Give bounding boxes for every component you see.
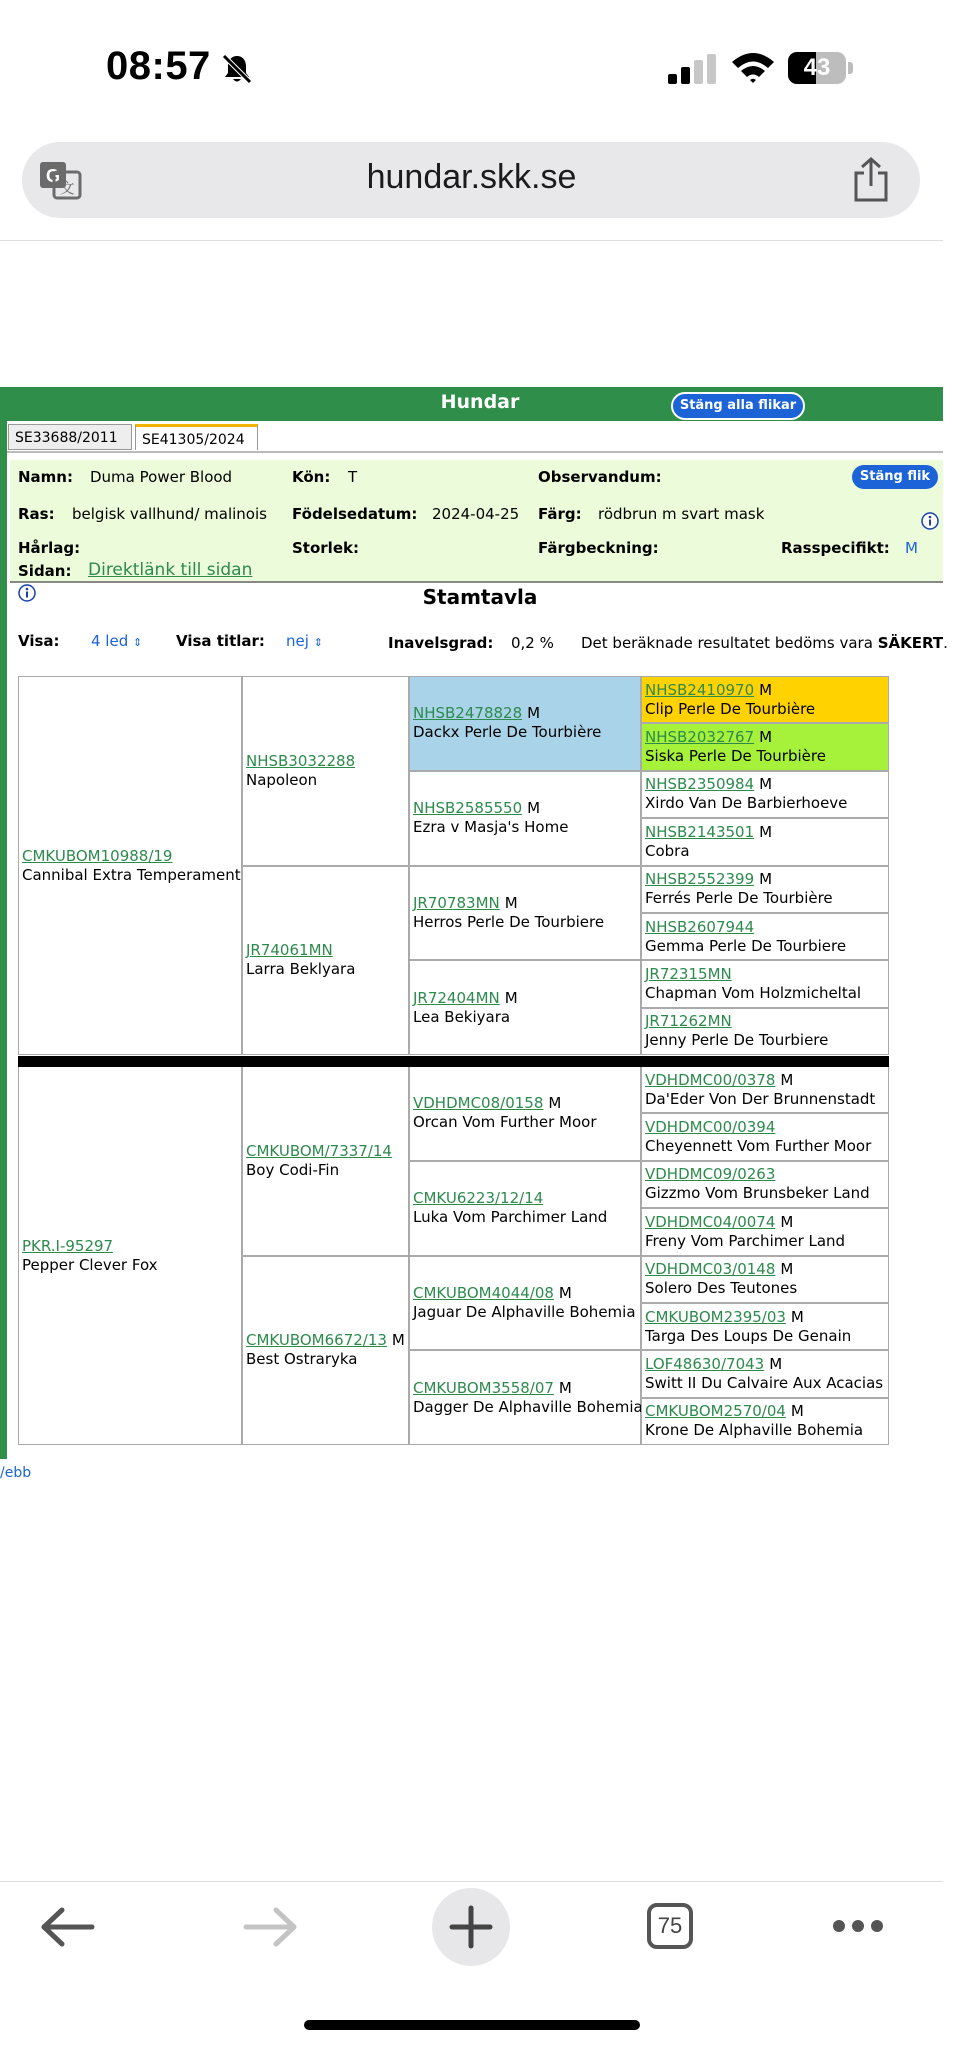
show-select[interactable] [91,632,142,650]
pedigree-dog-name: Dagger De Alphaville Bohemia [413,1397,643,1416]
pedigree-cell-gen3 [409,960,641,1055]
pedigree-dog-name: Cheyennett Vom Further Moor [645,1137,872,1156]
url-text[interactable]: hundar.skk.se [366,158,577,196]
size-label: Storlek: [292,539,359,557]
pedigree-reg-link[interactable]: NHSB2143501 [645,822,755,841]
pedigree-reg-link[interactable]: JR72404MN [413,988,500,1007]
pedigree-reg-link[interactable]: NHSB2350984 [645,775,755,794]
wifi-icon [730,50,776,86]
pedigree-mark: M [759,822,773,841]
show-label: Visa: [18,632,60,650]
page-label: Sidan: [18,562,72,580]
pedigree-reg-link[interactable]: CMKUBOM6672/13 [246,1331,387,1350]
pedigree-cell-gen3 [409,1256,641,1351]
pedigree-mark: M [759,870,773,889]
pedigree-cell-gen2 [242,1256,409,1446]
pedigree-cell-gen4 [641,818,889,865]
tab-underline [7,451,943,453]
pedigree-dog-name: Cobra [645,841,690,860]
info-icon[interactable] [921,512,939,530]
select-arrows-icon: ⇕ [133,636,143,649]
pedigree-mark: M [558,1378,572,1397]
webb-link[interactable]: /ebb [0,1465,32,1481]
sex-label: Kön: [292,468,331,486]
inbreeding-note-strong: SÄKERT [877,634,944,652]
pedigree-reg-link[interactable]: JR71262MN [645,1012,732,1031]
pedigree-reg-link[interactable]: LOF48630/7043 [645,1354,765,1373]
pedigree-reg-link[interactable]: CMKUBOM/7337/14 [246,1141,392,1160]
close-all-tabs-button[interactable]: Stäng alla flikar [671,392,805,420]
pedigree-reg-link[interactable]: VDHDMC00/0394 [645,1118,776,1137]
name-label: Namn: [18,468,73,486]
color-label: Färg: [538,505,582,523]
pedigree-cell-gen3 [409,866,641,961]
pedigree-title: Stamtavla [422,585,538,609]
pedigree-mark: M [558,1283,572,1302]
tab-dog-2[interactable]: SE41305/2024 [135,424,258,450]
tab-dog-1[interactable]: SE33688/2011 [8,424,132,450]
pedigree-cell-gen3 [409,771,641,866]
breed-label: Ras: [18,505,55,523]
battery-icon [788,52,854,84]
pedigree-cell-gen3 [409,1066,641,1161]
pedigree-dog-name: Lea Bekiyara [413,1007,511,1026]
svg-text:文: 文 [59,179,75,197]
plus-icon [448,1904,494,1950]
pedigree-cell-gen4 [641,1256,889,1303]
birth-label: Födelsedatum: [292,505,418,523]
pedigree-cell-gen4 [641,723,889,770]
pedigree-dog-name: Cannibal Extra Temperament [22,865,241,884]
pedigree-reg-link[interactable]: CMKUBOM10988/19 [22,846,173,865]
forward-arrow-icon[interactable] [242,1906,298,1948]
pedigree-mark: M [391,1331,405,1350]
back-arrow-icon[interactable] [40,1906,96,1948]
battery-level: 43 [803,54,831,81]
pedigree-reg-link[interactable]: NHSB2607944 [645,917,755,936]
pedigree-dog-name: Solero Des Teutones [645,1279,798,1298]
pedigree-mark: M [527,799,541,818]
info-divider [10,581,943,583]
pedigree-reg-link[interactable]: VDHDMC09/0263 [645,1165,776,1184]
inbreeding-note-text: Det beräknade resultatet bedöms vara [581,634,873,652]
share-icon[interactable] [850,156,892,204]
pedigree-reg-link[interactable]: VDHDMC08/0158 [413,1094,544,1113]
pedigree-cell-gen4 [641,1066,889,1113]
pedigree-reg-link[interactable]: NHSB2585550 [413,799,523,818]
pedigree-mark: M [790,1402,804,1421]
breed-specific-label: Rasspecifikt: [781,539,890,557]
pedigree-reg-link[interactable]: VDHDMC00/0378 [645,1070,776,1089]
pedigree-mark: M [527,704,541,723]
sex-value: T [348,468,358,486]
inbreeding-note [581,634,948,652]
hair-label: Hårlag: [18,539,81,557]
pedigree-dog-name: Jenny Perle De Tourbiere [645,1031,829,1050]
browser-divider [0,240,943,241]
pedigree-dog-name: Ferrés Perle De Tourbière [645,889,833,908]
pedigree-dog-name: Orcan Vom Further Moor [413,1113,597,1132]
pedigree-cell-gen3 [409,676,641,771]
inbreeding-value: 0,2 % [511,634,554,652]
observandum-label: Observandum: [538,468,662,486]
pedigree-dog-name: Freny Vom Parchimer Land [645,1231,846,1250]
pedigree-cell-gen4 [641,866,889,913]
pedigree-mark: M [504,893,518,912]
breed-value: belgisk vallhund/ malinois [72,505,267,523]
pedigree-dog-name: Pepper Clever Fox [22,1255,158,1274]
pedigree-mark: M [790,1307,804,1326]
pedigree-dog-name: Gemma Perle De Tourbiere [645,936,847,955]
pedigree-dog-name: Napoleon [246,770,318,789]
pedigree-cell-gen4 [641,771,889,818]
pedigree-dog-name: Krone De Alphaville Bohemia [645,1421,864,1440]
pedigree-reg-link[interactable]: CMKUBOM2395/03 [645,1307,786,1326]
pedigree-cell-gen1 [18,676,242,1055]
pedigree-dog-name: Larra Beklyara [246,960,356,979]
hundar-title: Hundar [440,391,520,413]
direct-link[interactable]: Direktlänk till sidan [88,560,253,580]
pedigree-dog-name: Best Ostraryka [246,1350,358,1369]
marking-label: Färgbeckning: [538,539,659,557]
pedigree-reg-link[interactable]: JR74061MN [246,941,333,960]
pedigree-reg-link[interactable]: CMKU6223/12/14 [413,1189,544,1208]
pedigree-dog-name: Xirdo Van De Barbierhoeve [645,794,848,813]
pedigree-reg-link[interactable]: VDHDMC03/0148 [645,1260,776,1279]
pedigree-reg-link[interactable]: NHSB2478828 [413,704,523,723]
pedigree-cell-gen2 [242,1066,409,1256]
breed-specific-value[interactable]: M [905,539,918,557]
pedigree-cell-gen4 [641,1113,889,1160]
pedigree-reg-link[interactable]: JR70783MN [413,893,500,912]
color-value: rödbrun m svart mask [598,505,765,523]
pedigree-cell-gen4 [641,1350,889,1397]
pedigree-dog-name: Gizzmo Vom Brunsbeker Land [645,1184,870,1203]
pedigree-mark: M [780,1070,794,1089]
pedigree-reg-link[interactable]: CMKUBOM4044/08 [413,1283,554,1302]
pedigree-dog-name: Da'Eder Von Der Brunnenstadt [645,1089,876,1108]
tab-switcher-button[interactable]: 75 [647,1903,693,1949]
titles-select[interactable] [286,632,323,650]
pedigree-reg-link[interactable]: CMKUBOM2570/04 [645,1402,786,1421]
pedigree-cell-gen4 [641,1303,889,1350]
pedigree-mark: M [759,728,773,747]
show-value: 4 led [91,632,129,650]
pedigree-cell-gen2 [242,676,409,866]
pedigree-dog-name: Siska Perle De Tourbière [645,747,826,766]
home-indicator [304,2020,640,2030]
pedigree-mark: M [780,1212,794,1231]
pedigree-reg-link[interactable]: NHSB2032767 [645,728,755,747]
pedigree-mark: M [780,1260,794,1279]
pedigree-dog-name: Targa Des Loups De Genain [645,1326,852,1345]
pedigree-dog-name: Luka Vom Parchimer Land [413,1208,608,1227]
select-arrows-icon: ⇕ [313,636,323,649]
pedigree-dog-name: Switt II Du Calvaire Aux Acacias [645,1373,884,1392]
status-time: 08:57 [106,44,211,88]
pedigree-cell-gen4 [641,1008,889,1055]
pedigree-reg-link[interactable]: NHSB2552399 [645,870,755,889]
pedigree-cell-gen3 [409,1161,641,1256]
pedigree-reg-link[interactable]: CMKUBOM3558/07 [413,1378,554,1397]
pedigree-cell-gen4 [641,676,889,723]
more-options-icon[interactable] [832,1919,884,1933]
pedigree-cell-gen4 [641,913,889,960]
pedigree-reg-link[interactable]: VDHDMC04/0074 [645,1212,776,1231]
pedigree-dog-name: Ezra v Masja's Home [413,818,569,837]
pedigree-cell-gen4 [641,1398,889,1445]
pedigree-cell-gen3 [409,1350,641,1445]
pedigree-cell-gen2 [242,866,409,1056]
inbreeding-label: Inavelsgrad: [388,634,494,652]
pedigree-dog-name: Clip Perle De Tourbière [645,699,816,718]
pedigree-mark: M [548,1094,562,1113]
pedigree-half-divider [18,1056,889,1067]
pedigree-mark: M [759,775,773,794]
pedigree-reg-link[interactable]: NHSB2410970 [645,680,755,699]
pedigree-mark: M [769,1354,783,1373]
inbreeding-note-suffix: . [943,634,948,652]
pedigree-reg-link[interactable]: PKR.I-95297 [22,1236,114,1255]
toolbar-divider [0,1881,943,1882]
pedigree-dog-name: Jaguar De Alphaville Bohemia [413,1302,636,1321]
pedigree-cell-gen4 [641,1161,889,1208]
pedigree-cell-gen4 [641,960,889,1007]
pedigree-dog-name: Chapman Vom Holzmicheltal [645,983,862,1002]
pedigree-reg-link[interactable]: NHSB3032288 [246,751,356,770]
birth-value: 2024-04-25 [432,505,520,523]
pedigree-cell-gen4 [641,1208,889,1255]
pedigree-mark: M [504,988,518,1007]
close-tab-button[interactable]: Stäng flik [852,465,938,489]
pedigree-cell-gen1 [18,1066,242,1445]
pedigree-reg-link[interactable]: JR72315MN [645,964,732,983]
titles-value: nej [286,632,309,650]
titles-label: Visa titlar: [176,632,265,650]
pedigree-mark: M [759,680,773,699]
bell-muted-icon [220,52,254,86]
cellular-signal-icon [668,54,716,84]
pedigree-dog-name: Herros Perle De Tourbiere [413,912,605,931]
pedigree-dog-name: Boy Codi-Fin [246,1160,340,1179]
svg-text:G: G [45,166,61,186]
name-value: Duma Power Blood [90,468,233,486]
pedigree-dog-name: Dackx Perle De Tourbière [413,723,602,742]
